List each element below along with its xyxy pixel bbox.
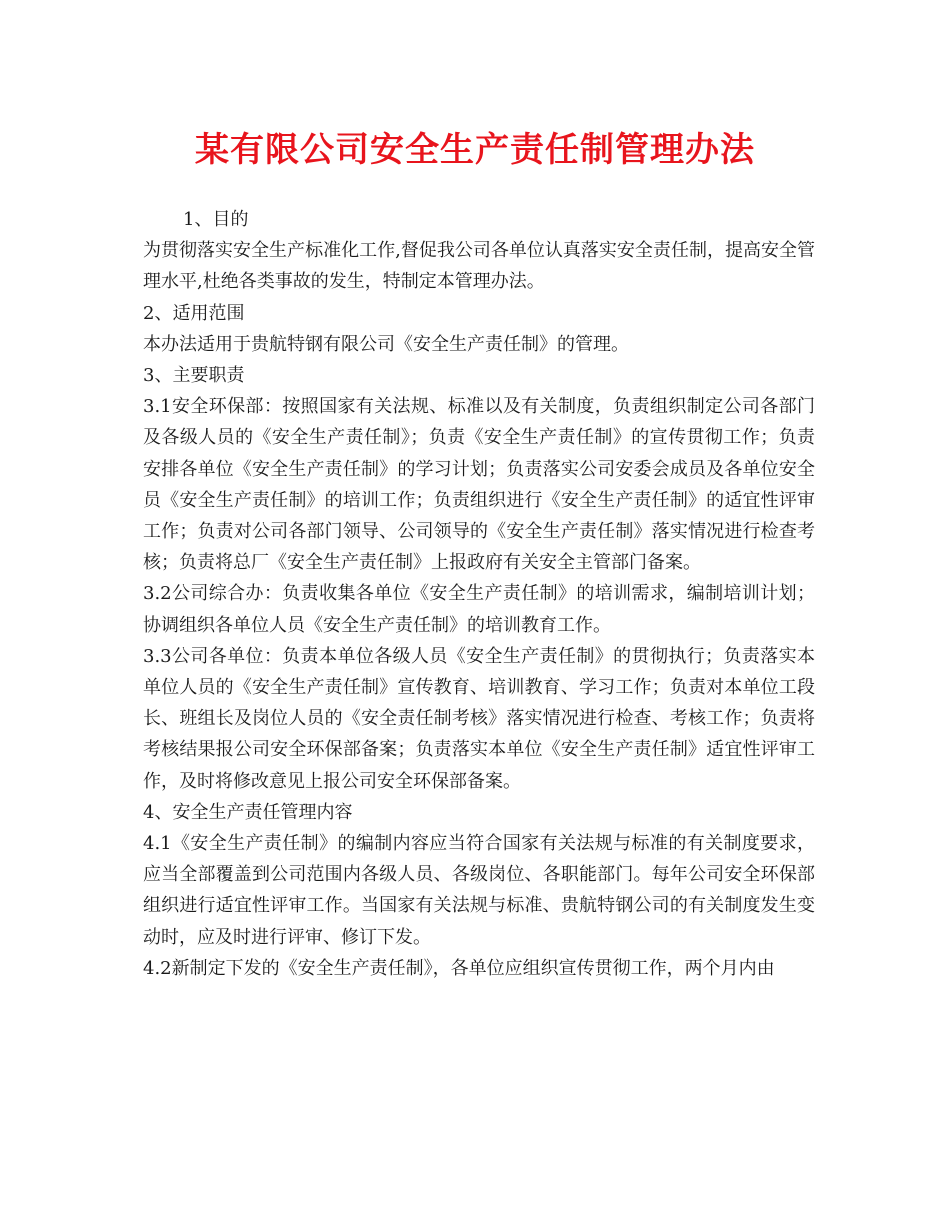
paragraph-4-1: 4.1《安全生产责任制》的编制内容应当符合国家有关法规与标准的有关制度要求，应当全部覆盖到公司范围内各级人员、各级岗位、各职能部门。每年公司安全环保部组织进行适宜性评审工作。当国家有关法规与标准、贵航特钢公司的有关制度发生变动时，应及时进行评审、修订下发。 xyxy=(143,833,815,948)
paragraph-4-2: 4.2新制定下发的《安全生产责任制》，各单位应组织宣传贯彻工作，两个月内由 xyxy=(143,957,775,979)
section-heading-scope: 2、适用范围 xyxy=(143,302,245,324)
paragraph-3-3: 3.3公司各单位：负责本单位各级人员《安全生产责任制》的贯彻执行；负责落实本单位人员的《安全生产责任制》宣传教育、培训教育、学习工作；负责对本单位工段长、班组长及岗位人员的《安全责任制考核》落实情况进行检查、考核工作；负责将考核结果报公司安全环保部备案；负责落实本单位《安全生产责任制》适宜性评审工作，及时将修改意见上报公司安全环保部备案。 xyxy=(143,645,815,792)
paragraph-purpose: 为贯彻落实安全生产标准化工作,督促我公司各单位认真落实安全责任制，提高安全管理水平,杜绝各类事故的发生，特制定本管理办法。 xyxy=(143,240,815,293)
section-heading-management-content: 4、安全生产责任管理内容 xyxy=(143,801,353,823)
section-heading-responsibilities: 3、主要职责 xyxy=(143,365,245,387)
paragraph-3-1: 3.1安全环保部：按照国家有关法规、标准以及有关制度，负责组织制定公司各部门及各级人员的《安全生产责任制》；负责《安全生产责任制》的宣传贯彻工作；负责安排各单位《安全生产责任制》的学习计划；负责落实公司安委会成员及各单位安全员《安全生产责任制》的培训工作；负责组织进行《安全生产责任制》的适宜性评审工作；负责对公司各部门领导、公司领导的《安全生产责任制》落实情况进行检查考核；负责将总厂《安全生产责任制》上报政府有关安全主管部门备案。 xyxy=(143,396,815,574)
document-title: 某有限公司安全生产责任制管理办法 xyxy=(195,130,755,170)
section-heading-purpose: 1、目的 xyxy=(183,209,249,230)
paragraph-3-2: 3.2公司综合办：负责收集各单位《安全生产责任制》的培训需求，编制培训计划；协调组织各单位人员《安全生产责任制》的培训教育工作。 xyxy=(143,583,815,636)
paragraph-scope: 本办法适用于贵航特钢有限公司《安全生产责任制》的管理。 xyxy=(143,333,629,355)
document-body xyxy=(143,204,815,984)
